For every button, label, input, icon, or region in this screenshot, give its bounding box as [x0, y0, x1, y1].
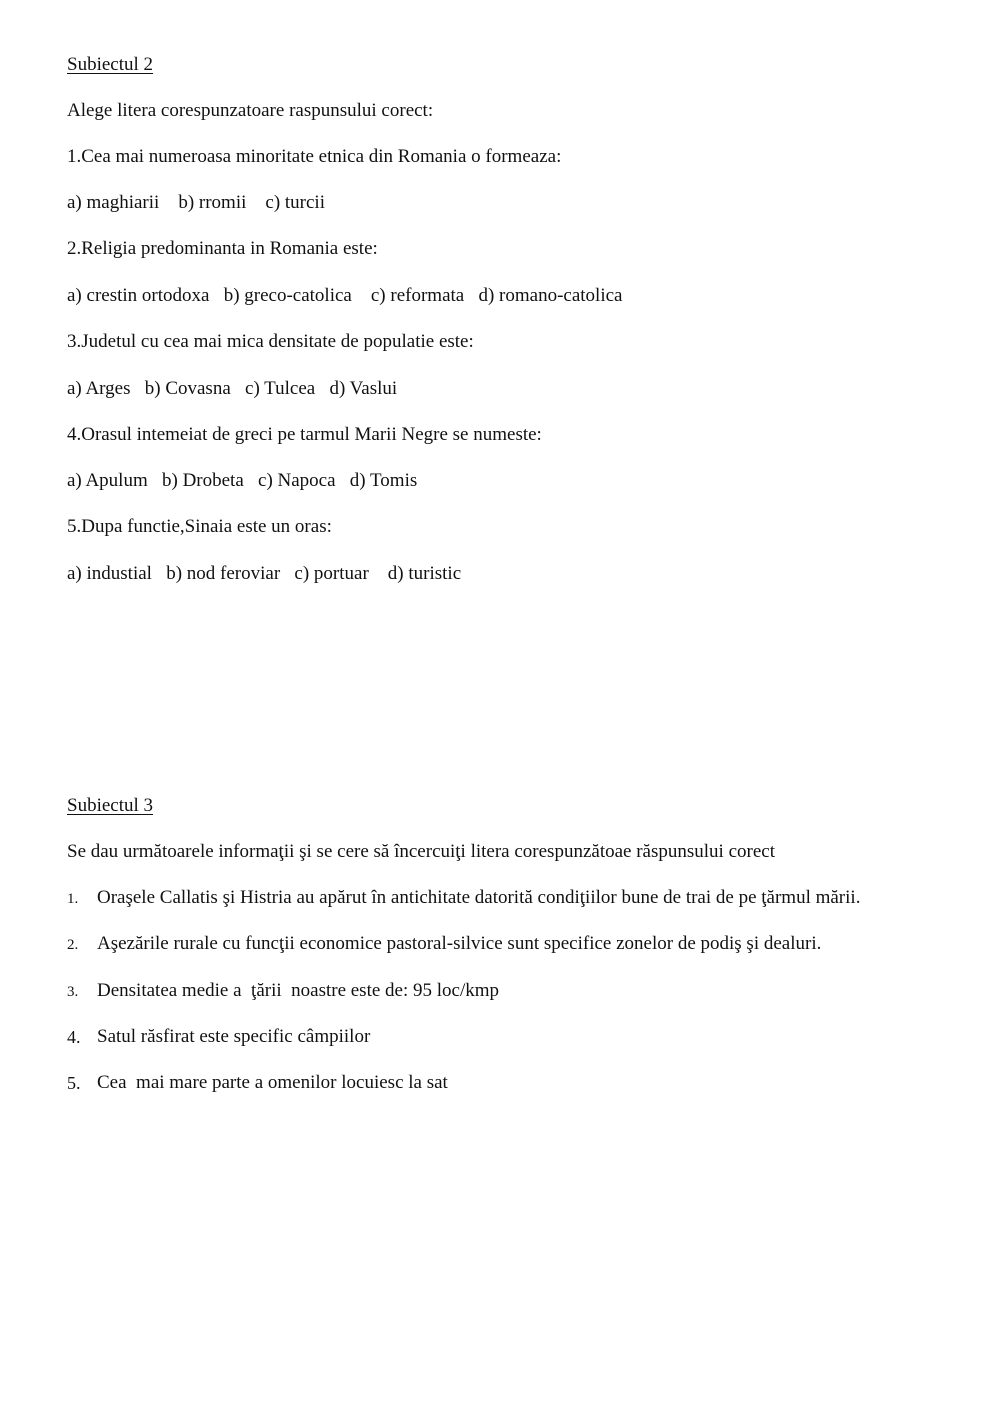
section-heading-subiectul-2: Subiectul 2 — [67, 54, 154, 75]
instruction-subiectul-2: Alege litera corespunzatoare raspunsului corect: — [67, 100, 434, 121]
question-4-options: a) Apulum b) Drobeta c) Napoca d) Tomis — [67, 470, 418, 491]
list-item-text: Satul răsfirat este specific câmpiilor — [97, 1026, 371, 1047]
list-item-text: Oraşele Callatis şi Histria au apărut în antichitate datorită condiţiilor bune de trai de pe ţărmul mării. — [97, 887, 861, 908]
question-2-options: a) crestin ortodoxa b) greco-catolica c) reformata d) romano-catolica — [67, 285, 623, 306]
list-item-number: 3. — [67, 984, 79, 1000]
question-3: 3.Judetul cu cea mai mica densitate de populatie este: — [67, 331, 474, 352]
question-1-options: a) maghiarii b) rromii c) turcii — [67, 192, 325, 213]
list-item-text: Cea mai mare parte a omenilor locuiesc la sat — [97, 1072, 448, 1093]
section-heading-subiectul-3: Subiectul 3 — [67, 795, 154, 816]
question-4: 4.Orasul intemeiat de greci pe tarmul Marii Negre se numeste: — [67, 424, 542, 445]
question-5-options: a) industial b) nod feroviar c) portuar d) turistic — [67, 563, 462, 584]
list-item-number: 1. — [67, 891, 79, 907]
list-item-number: 5. — [67, 1073, 81, 1093]
list-item-text: Aşezările rurale cu funcţii economice pastoral-silvice sunt specifice zonelor de podiş şi dealuri. — [97, 933, 822, 954]
instruction-subiectul-3: Se dau următoarele informaţii şi se cere să încercuiţi litera corespunzătoae răspunsului corect — [67, 841, 775, 862]
question-5: 5.Dupa functie,Sinaia este un oras: — [67, 516, 332, 537]
list-item-number: 2. — [67, 937, 79, 953]
question-3-options: a) Arges b) Covasna c) Tulcea d) Vaslui — [67, 378, 398, 399]
question-1: 1.Cea mai numeroasa minoritate etnica din Romania o formeaza: — [67, 146, 562, 167]
list-item-number: 4. — [67, 1027, 81, 1047]
question-2: 2.Religia predominanta in Romania este: — [67, 238, 378, 259]
list-item-text: Densitatea medie a ţării noastre este de: 95 loc/kmp — [97, 980, 500, 1001]
